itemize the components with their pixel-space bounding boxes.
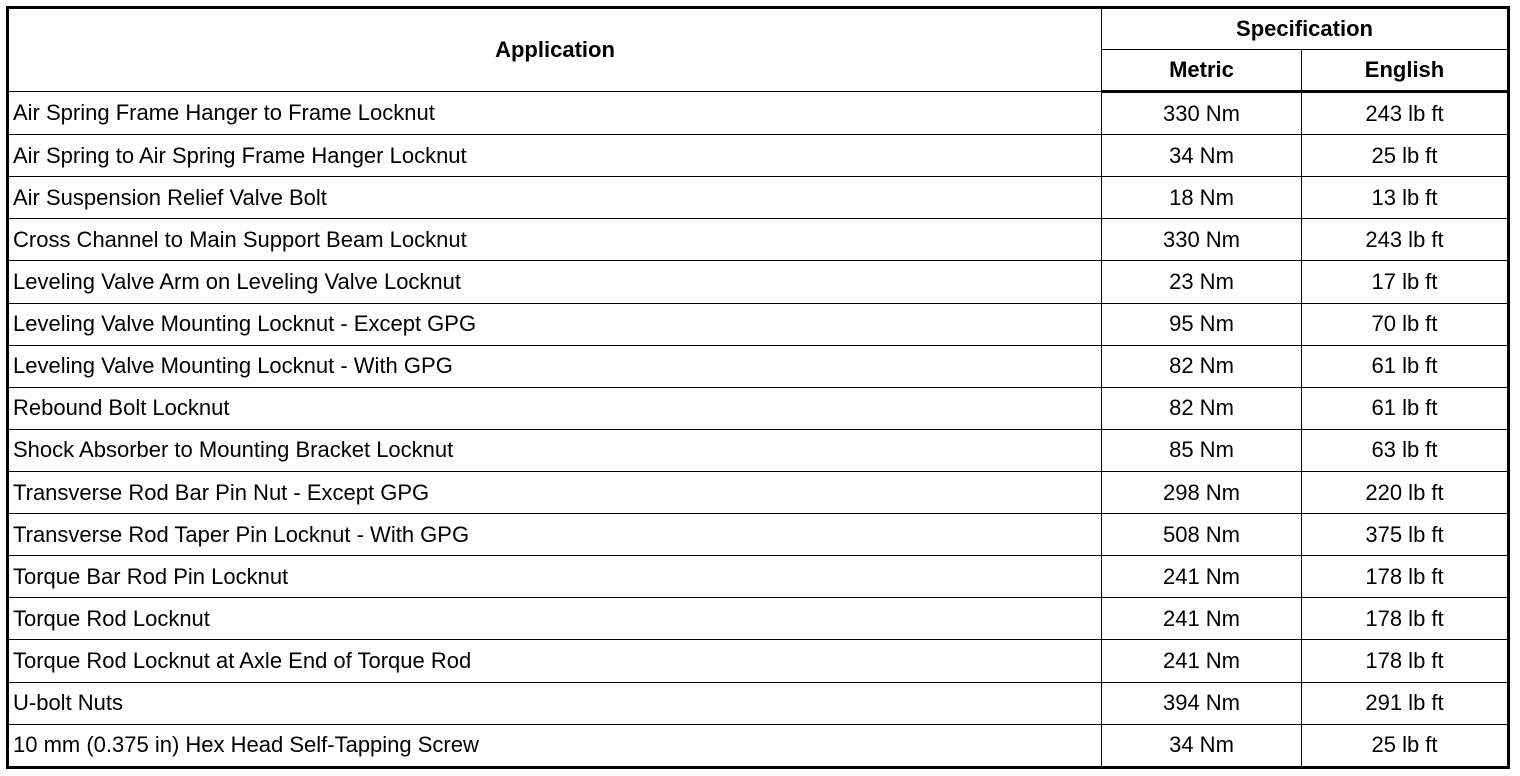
metric-cell: 34 Nm [1102,135,1302,177]
table-header [8,8,1509,92]
english-cell: 25 lb ft [1302,135,1509,177]
english-cell: 178 lb ft [1302,556,1509,598]
table-row [8,92,1509,135]
metric-cell: 95 Nm [1102,303,1302,345]
table-row [8,303,1509,345]
table-body [8,92,1509,768]
table-row [8,598,1509,640]
column-header-specification: Specification [1102,8,1509,50]
table-row [8,387,1509,429]
application-cell: Transverse Rod Taper Pin Locknut - With GPG [8,514,1102,556]
application-cell: Shock Absorber to Mounting Bracket Locknut [8,429,1102,471]
application-cell: Air Suspension Relief Valve Bolt [8,177,1102,219]
metric-cell: 298 Nm [1102,472,1302,514]
metric-cell: 241 Nm [1102,598,1302,640]
column-header-english: English [1302,50,1509,92]
english-cell: 220 lb ft [1302,472,1509,514]
metric-cell: 330 Nm [1102,92,1302,135]
application-cell: Cross Channel to Main Support Beam Locknut [8,219,1102,261]
table-row [8,514,1509,556]
english-cell: 291 lb ft [1302,682,1509,724]
english-cell: 25 lb ft [1302,724,1509,767]
application-cell: Leveling Valve Arm on Leveling Valve Locknut [8,261,1102,303]
application-cell: Leveling Valve Mounting Locknut - Except GPG [8,303,1102,345]
english-cell: 63 lb ft [1302,429,1509,471]
table-row [8,261,1509,303]
metric-cell: 34 Nm [1102,724,1302,767]
table-row [8,177,1509,219]
metric-cell: 241 Nm [1102,640,1302,682]
metric-cell: 394 Nm [1102,682,1302,724]
english-cell: 375 lb ft [1302,514,1509,556]
english-cell: 178 lb ft [1302,598,1509,640]
table-row [8,135,1509,177]
column-header-application: Application [8,8,1102,92]
table-row [8,219,1509,261]
english-cell: 61 lb ft [1302,387,1509,429]
metric-cell: 508 Nm [1102,514,1302,556]
application-cell: Leveling Valve Mounting Locknut - With GPG [8,345,1102,387]
english-cell: 70 lb ft [1302,303,1509,345]
fastener-spec-sheet [6,6,1507,769]
fastener-torque-table [6,6,1510,769]
application-cell: Air Spring Frame Hanger to Frame Locknut [8,92,1102,135]
metric-cell: 23 Nm [1102,261,1302,303]
application-cell: Torque Rod Locknut [8,598,1102,640]
english-cell: 61 lb ft [1302,345,1509,387]
table-row [8,640,1509,682]
english-cell: 17 lb ft [1302,261,1509,303]
metric-cell: 18 Nm [1102,177,1302,219]
application-cell: 10 mm (0.375 in) Hex Head Self-Tapping Screw [8,724,1102,767]
header-row-top [8,8,1509,50]
table-row [8,472,1509,514]
english-cell: 178 lb ft [1302,640,1509,682]
table-row [8,345,1509,387]
table-row [8,724,1509,767]
metric-cell: 85 Nm [1102,429,1302,471]
table-row [8,429,1509,471]
application-cell: Rebound Bolt Locknut [8,387,1102,429]
application-cell: Torque Rod Locknut at Axle End of Torque Rod [8,640,1102,682]
table-row [8,682,1509,724]
application-cell: Air Spring to Air Spring Frame Hanger Locknut [8,135,1102,177]
english-cell: 13 lb ft [1302,177,1509,219]
metric-cell: 241 Nm [1102,556,1302,598]
application-cell: U-bolt Nuts [8,682,1102,724]
table-row [8,556,1509,598]
application-cell: Transverse Rod Bar Pin Nut - Except GPG [8,472,1102,514]
metric-cell: 82 Nm [1102,387,1302,429]
application-cell: Torque Bar Rod Pin Locknut [8,556,1102,598]
metric-cell: 330 Nm [1102,219,1302,261]
english-cell: 243 lb ft [1302,92,1509,135]
column-header-metric: Metric [1102,50,1302,92]
english-cell: 243 lb ft [1302,219,1509,261]
metric-cell: 82 Nm [1102,345,1302,387]
